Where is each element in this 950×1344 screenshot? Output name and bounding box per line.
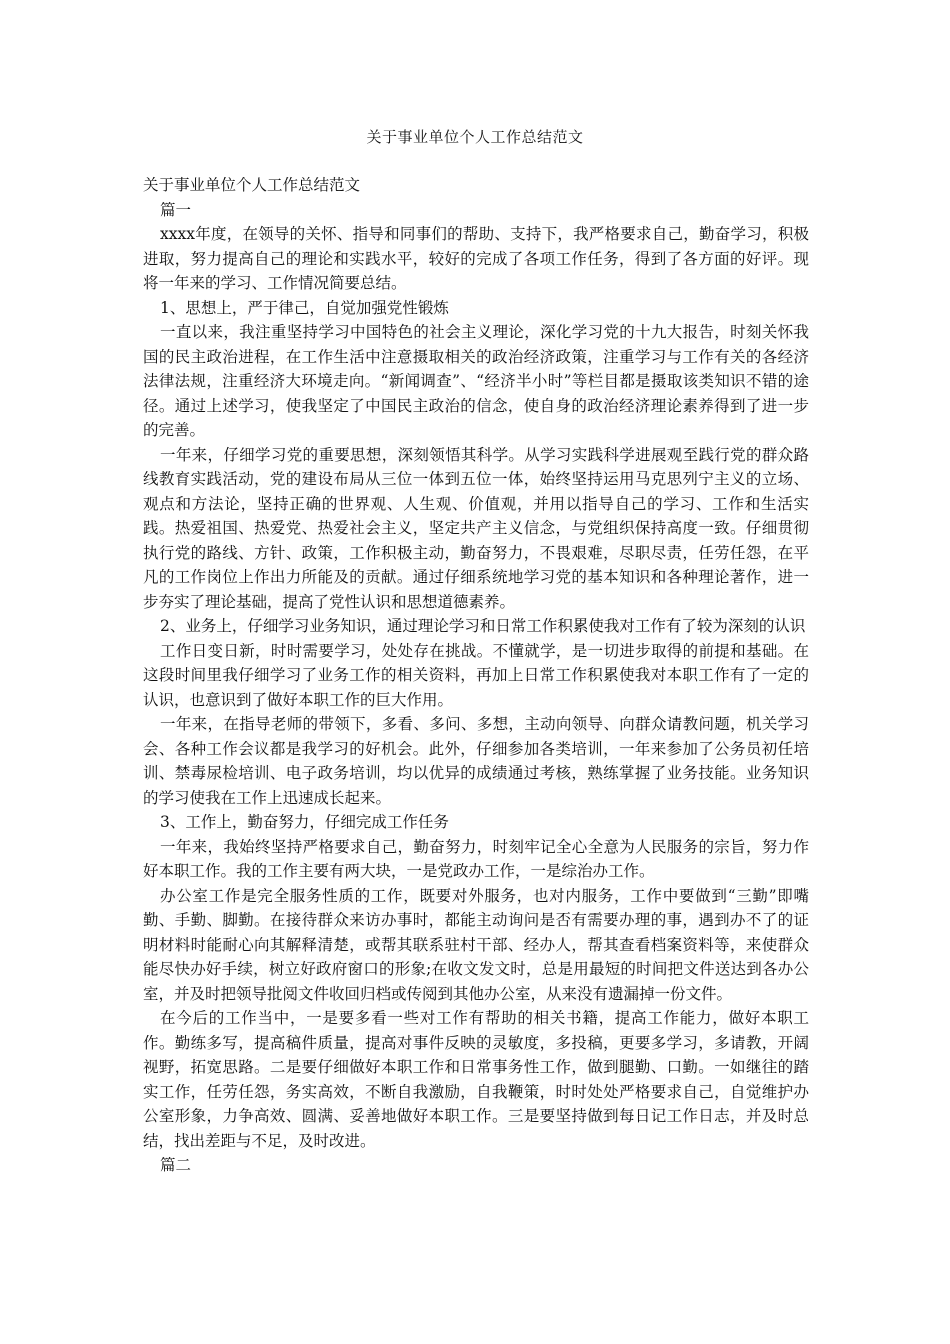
paragraph-ideology-1: 一直以来，我注重坚持学习中国特色的社会主义理论，深化学习党的十九大报告，时刻关怀我国的民主政治进程，在工作生活中注意摄取相关的政治经济政策，注重学习与工作有关的各经济法律法规，注重经济大环境走向。“新闻调查”、“经济半小时”等栏目都是摄取该类知识不错的途径。通过上述学习，使我坚定了中国民主政治的信念，使自身的政治经济理论素养得到了进一步的完善。 — [143, 323, 809, 439]
heading-business: 2、业务上，仔细学习业务知识，通过理论学习和日常工作积累使我对工作有了较为深刻的认识 — [160, 617, 806, 635]
document-body — [143, 173, 809, 1178]
paragraph-business-2: 一年来，在指导老师的带领下，多看、多问、多想，主动向领导、向群众请教问题，机关学习会、各种工作会议都是我学习的好机会。此外，仔细参加各类培训，一年来参加了公务员初任培训、禁毒尿检培训、电子政务培训，均以优异的成绩通过考核，熟练掌握了业务技能。业务知识的学习使我在工作上迅速成长起来。 — [143, 715, 809, 807]
paragraph-work-2: 办公室工作是完全服务性质的工作，既要对外服务，也对内服务，工作中要做到“三勤”即嘴勤、手勤、脚勤。在接待群众来访办事时，都能主动询问是否有需要办理的事，遇到办不了的证明材料时能耐心向其解释清楚，或帮其联系驻村干部、经办人，帮其查看档案资料等，来使群众能尽快办好手续，树立好政府窗口的形象;在收文发文时，总是用最短的时间把文件送达到各办公室，并及时把领导批阅文件收回归档或传阅到其他办公室，从来没有遗漏掉一份文件。 — [143, 886, 809, 1003]
paragraph-intro: xxxx年度，在领导的关怀、指导和同事们的帮助、支持下，我严格要求自己，勤奋学习，积极进取，努力提高自己的理论和实践水平，较好的完成了各项工作任务，得到了各方面的好评。现将一年来的学习、工作情况简要总结。 — [143, 225, 809, 292]
paragraph-work-1: 一年来，我始终坚持严格要求自己，勤奋努力，时刻牢记全心全意为人民服务的宗旨，努力作好本职工作。我的工作主要有两大块，一是党政办工作，一是综治办工作。 — [143, 837, 809, 880]
document-subtitle: 关于事业单位个人工作总结范文 — [143, 176, 361, 194]
paragraph-ideology-2: 一年来，仔细学习党的重要思想，深刻领悟其科学。从学习实践科学进展观至践行党的群众路线教育实践活动，党的建设布局从三位一体到五位一体，始终坚持运用马克思列宁主义的立场、观点和方法论，坚持正确的世界观、人生观、价值观，并用以指导自己的学习、工作和生活实践。热爱祖国、热爱党、热爱社会主义，坚定共产主义信念，与党组织保持高度一致。仔细贯彻执行党的路线、方针、政策，工作积极主动，勤奋努力，不畏艰难，尽职尽责，任劳任怨，在平凡的工作岗位上作出力所能及的贡献。通过仔细系统地学习党的基本知识和各种理论著作，进一步夯实了理论基础，提高了党性认识和思想道德素养。 — [143, 445, 809, 611]
paragraph-business-1: 工作日变日新，时时需要学习，处处存在挑战。不懂就学，是一切进步取得的前提和基础。在这段时间里我仔细学习了业务工作的相关资料，再加上日常工作积累使我对本职工作有了一定的认识，也意识到了做好本职工作的巨大作用。 — [143, 641, 809, 709]
paragraph-future: 在今后的工作当中，一是要多看一些对工作有帮助的相关书籍，提高工作能力，做好本职工作。勤练多写，提高稿件质量，提高对事件反映的灵敏度，多投稿，更要多学习，多请教，开阔视野，拓宽思路。二是要仔细做好本职工作和日常事务性工作，做到腿勤、口勤。一如继往的踏实工作，任劳任怨，务实高效，不断自我激励，自我鞭策，时时处处严格要求自己，自觉维护办公室形象，力争高效、圆满、妥善地做好本职工作。三是要坚持做到每日记工作日志，并及时总结，找出差距与不足，及时改进。 — [143, 1009, 809, 1150]
section-label-2: 篇二 — [160, 1156, 192, 1174]
page-title: 关于事业单位个人工作总结范文 — [366, 128, 584, 146]
heading-work: 3、工作上，勤奋努力，仔细完成工作任务 — [160, 813, 449, 831]
section-label-1: 篇一 — [160, 200, 192, 219]
heading-ideology: 1、思想上，严于律己，自觉加强党性锻炼 — [160, 298, 449, 317]
